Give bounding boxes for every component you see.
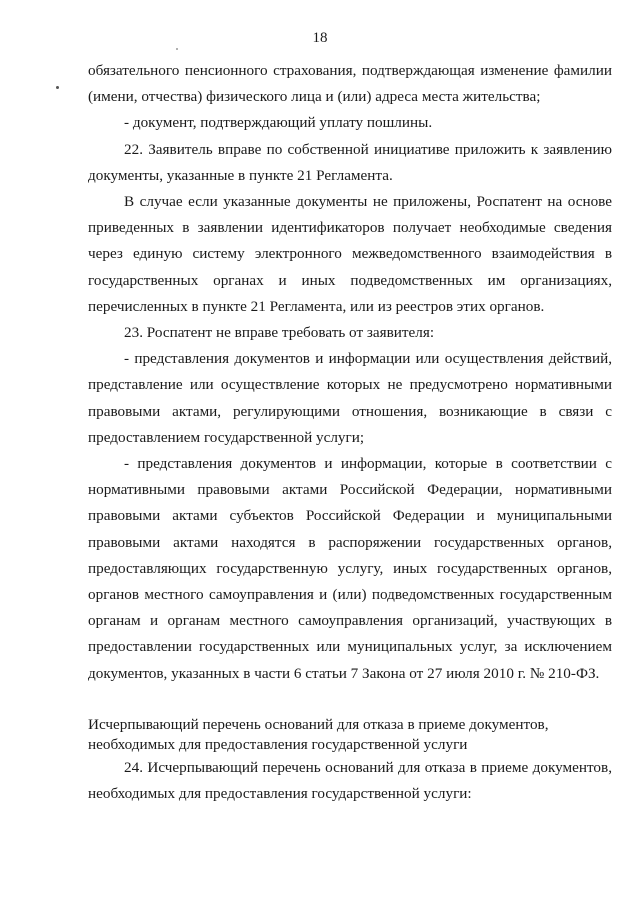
scan-speck — [56, 86, 59, 89]
document-body — [88, 58, 612, 807]
paragraph-item-22: 22. Заявитель вправе по собственной инициативе приложить к заявлению документы, указанные в пункте 21 Регламента. — [88, 140, 612, 184]
paragraph-continuation: обязательного пенсионного страхования, подтверждающая изменение фамилии (имени, отчества) физического лица и (или) адреса места жительства; — [88, 62, 612, 106]
paragraph-requirement-documents: - представления документов и информации, которые в соответствии с нормативными правовыми актами Российской Федерации, нормативными правовыми актами субъектов Российской Федерации и муниципальными правовыми актами находятся в распоряжении государственных органов, предоставляющих государственную услугу, иных государственных органов, органов местного самоуправления и (или) подведомственных государственным органам и органам местного самоуправления организаций, участвующих в предоставлении государственных или муниципальных услуг, за исключением документов, указанных в части 6 статьи 7 Закона от 27 июля 2010 г. № 210-ФЗ. — [88, 455, 612, 682]
section-heading — [88, 715, 612, 755]
section-heading-line-2: необходимых для предоставления государственной услуги — [88, 735, 468, 753]
section-heading-line-1: Исчерпывающий перечень оснований для отказа в приеме документов, — [88, 715, 549, 733]
paragraph-item-23: 23. Роспатент не вправе требовать от заявителя: — [124, 324, 435, 342]
paragraph-item-24: 24. Исчерпывающий перечень оснований для отказа в приеме документов, необходимых для предоставления государственной услуги: — [88, 758, 612, 803]
paragraph-interagency-request: В случае если указанные документы не приложены, Роспатент на основе приведенных в заявлении идентификаторов получает необходимые сведения через единую систему электронного межведомственного взаимодействия в государственных органах и иных подведомственных им организациях, перечисленных в пункте 21 Регламента, или из реестров этих органов. — [88, 193, 612, 315]
paragraph-requirement-actions: - представления документов и информации или осуществления действий, представление или осуществление которых не предусмотрено нормативными правовыми актами, регулирующими отношения, возникающие в связи с предоставлением государственной услуги; — [88, 350, 612, 446]
page-number: 18 — [312, 30, 328, 46]
scan-speck — [176, 48, 178, 50]
paragraph-fee-document: - документ, подтверждающий уплату пошлины. — [124, 114, 433, 132]
